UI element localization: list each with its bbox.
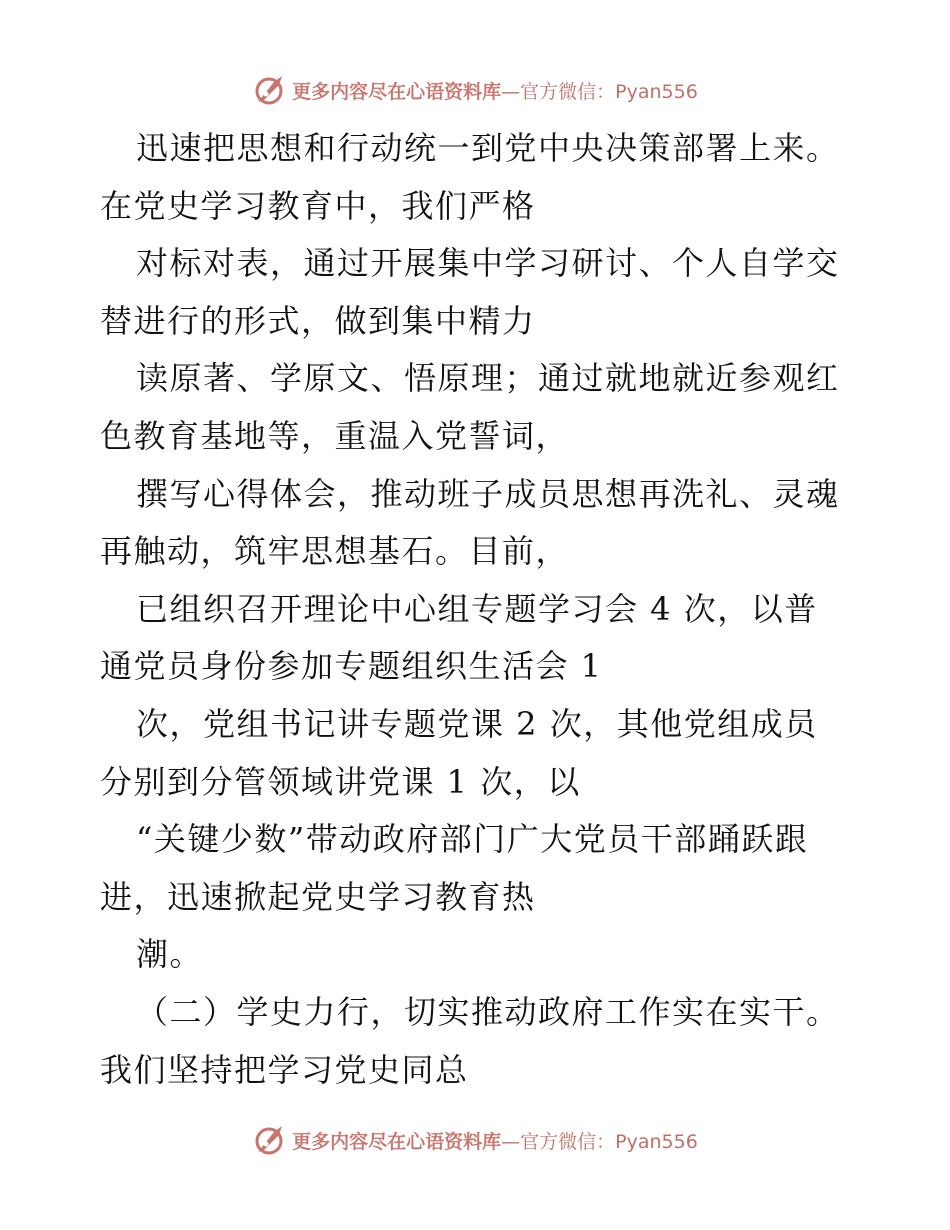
text-line: 已组织召开理论中心组专题学习会 4 次，以普: [136, 589, 818, 628]
text-line: 次，党组书记讲专题党课 2 次，其他党组成员: [136, 704, 818, 743]
footer-banner-text: 更多内容尽在心语资料库—官方微信：Pyan556: [292, 1130, 698, 1153]
text-line: 读原著、学原文、悟原理；通过就地就近参观红: [136, 359, 840, 398]
text-line: 迅速把思想和行动统一到党中央决策部署上来。: [136, 129, 840, 167]
text-line: 再触动，筑牢思想基石。目前，: [100, 532, 570, 571]
text-line: 进，迅速掀起党史学习教育热: [100, 877, 536, 916]
quill-pen-logo-icon: [252, 1122, 288, 1158]
text-line: “关键少数”带动政府部门广大党员干部踊跃跟: [136, 820, 809, 859]
header-banner-text: 更多内容尽在心语资料库—官方微信：Pyan556: [292, 80, 698, 103]
header-watermark-banner: [0, 70, 950, 110]
text-line: 对标对表，通过开展集中学习研讨、个人自学交: [136, 244, 840, 283]
text-line: 潮。: [136, 935, 204, 974]
text-line: 在党史学习教育中，我们严格: [100, 186, 536, 225]
section-heading-line: （二）学史力行，切实推动政府工作实在实干。: [136, 992, 840, 1031]
text-line: 色教育基地等，重温入党誓词，: [100, 416, 570, 455]
quill-pen-logo-icon: [252, 72, 288, 108]
document-body: [100, 120, 860, 1099]
text-line: 撰写心得体会，推动班子成员思想再洗礼、灵魂: [136, 474, 840, 513]
text-line: 通党员身份参加专题组织生活会 1: [100, 647, 603, 686]
text-line: 替进行的形式，做到集中精力: [100, 301, 536, 340]
text-line: 我们坚持把学习党史同总: [100, 1050, 469, 1089]
footer-banner-contact: —官方微信：Pyan556: [501, 1130, 698, 1153]
footer-watermark-banner: [0, 1120, 950, 1160]
text-line: 分别到分管领域讲党课 1 次，以: [100, 762, 581, 801]
header-banner-contact: —官方微信：Pyan556: [501, 80, 698, 103]
